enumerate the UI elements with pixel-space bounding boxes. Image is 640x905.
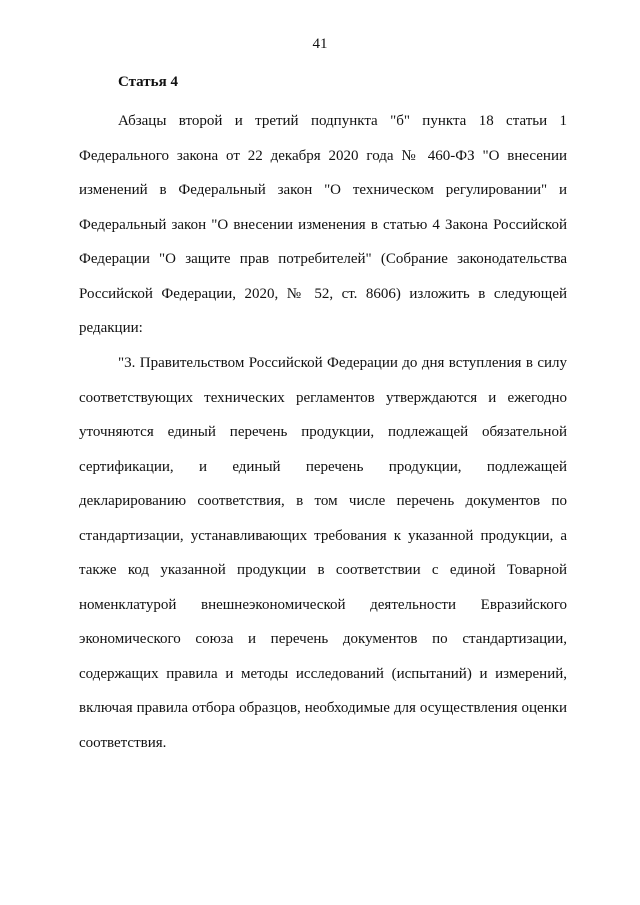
article-title: Статья 4 — [118, 74, 178, 90]
article-paragraph-intro: Абзацы второй и третий подпункта "б" пункта 18 статьи 1 Федерального закона от 22 декабря 2020 года № 460-ФЗ "О внесении изменений в Федеральный закон "О техническом регулировании" и Федеральный закон "О внесении изменения в статью 4 Закона Российской Федерации "О защите прав потребителей" (Собрание законодательства Российской Федерации, 2020, № 52, ст. 8606) изложить в следующей редакции: — [79, 113, 567, 336]
page-number: 41 — [312, 36, 328, 52]
article-paragraph-quoted-text: "3. Правительством Российской Федерации до дня вступления в силу соответствующих технических регламентов утверждаются и ежегодно уточняются единый перечень продукции, подлежащей обязательной сертификации, и единый перечень продукции, подлежащей декларированию соответствия, в том числе перечень документов по стандартизации, устанавливающих требования к указанной продукции, а также код указанной продукции в соответствии с единой Товарной номенклатурой внешнеэкономической деятельности Евразийского экономического союза и перечень документов по стандартизации, содержащих правила и методы исследований (испытаний) и измерений, включая правила отбора образцов, необходимые для осуществления оценки соответствия. — [79, 355, 567, 751]
